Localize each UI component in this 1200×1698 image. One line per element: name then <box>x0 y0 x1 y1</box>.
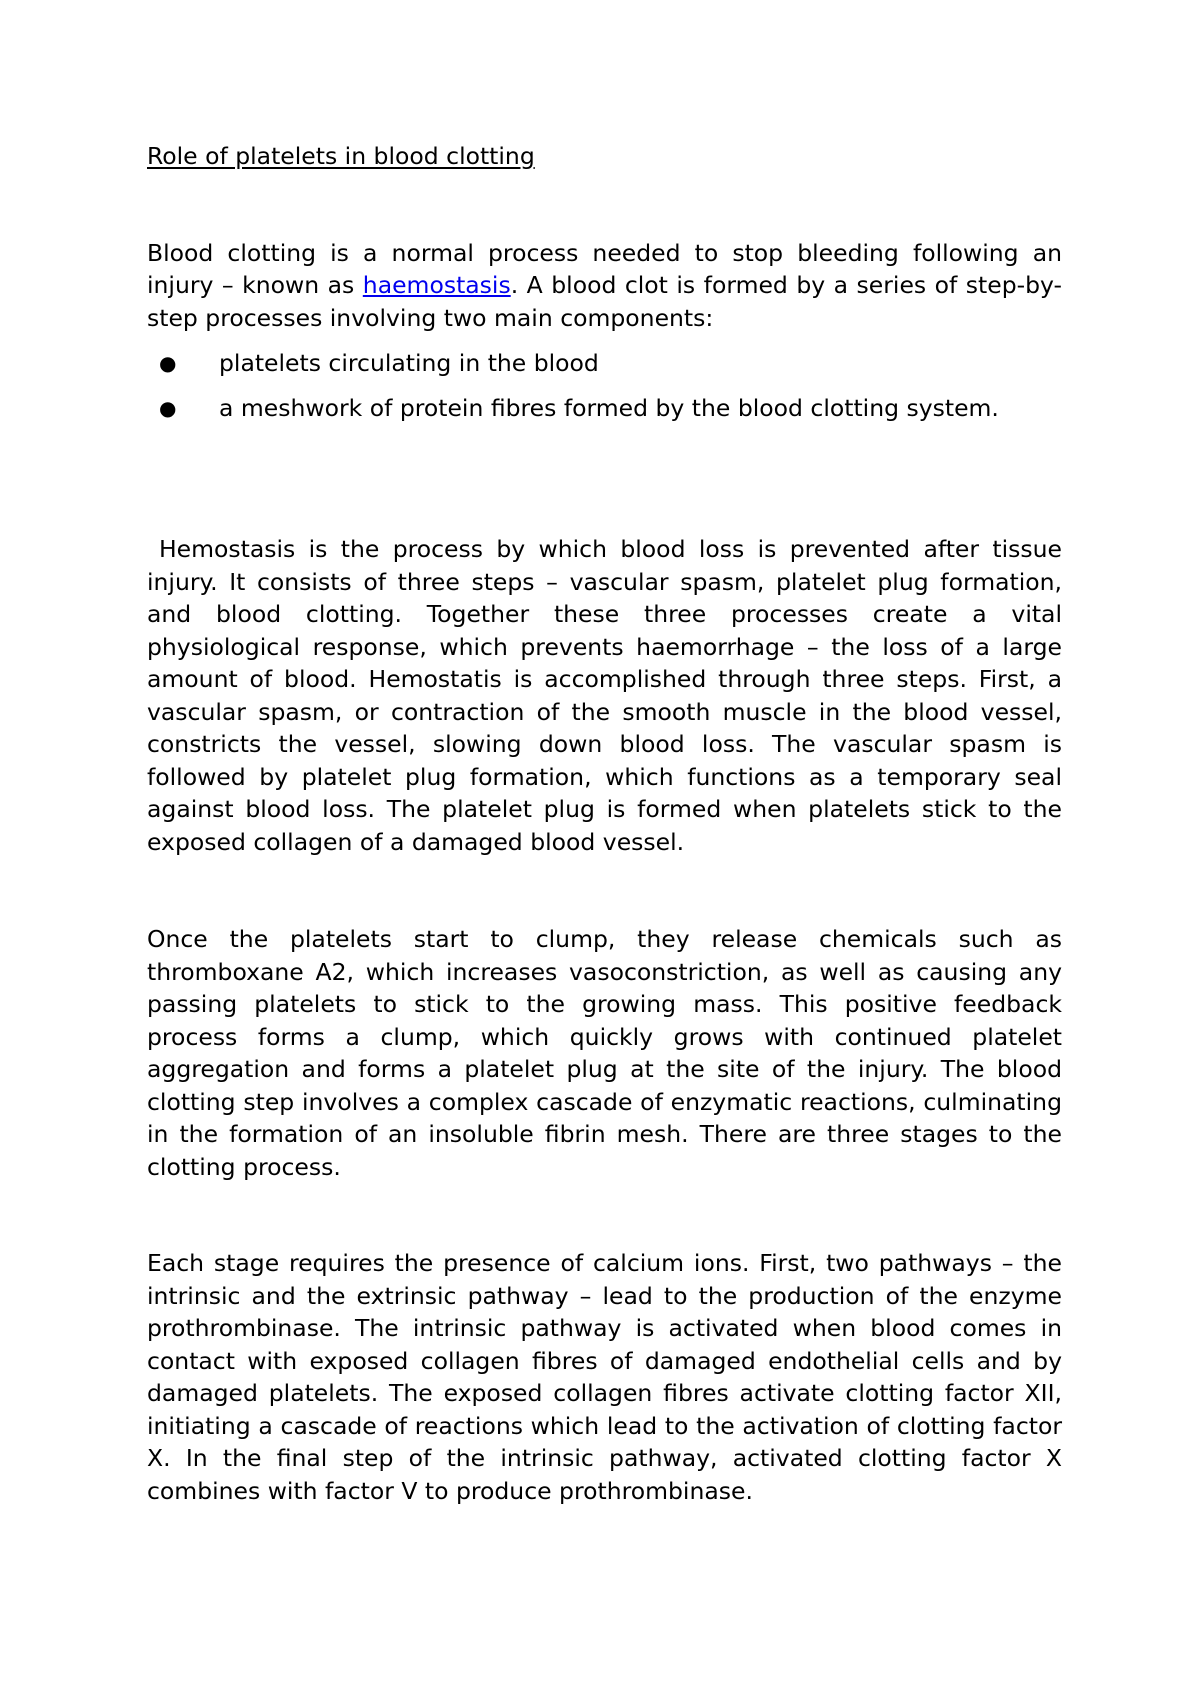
list-item-text: a meshwork of protein fibres formed by the blood clotting system. <box>219 393 999 422</box>
haemostasis-link[interactable]: haemostasis <box>362 271 511 299</box>
list-item <box>147 392 1062 425</box>
intro-paragraph <box>147 237 1062 335</box>
bullet-icon: ● <box>159 351 177 375</box>
list-item <box>147 347 1062 380</box>
intro-text-start: Blood clotting is a normal process needed to stop bleeding following an injury – known as <box>147 238 1062 299</box>
list-item-text: platelets circulating in the blood <box>219 349 599 377</box>
intro-text-end: . A blood clot is formed by a series of step-by-step processes involving two main components: <box>147 271 1062 332</box>
bullet-icon: ● <box>159 395 177 420</box>
components-list <box>147 347 1062 424</box>
document-body <box>147 140 1062 1507</box>
clotting-stages-paragraph: Each stage requires the presence of calcium ions. First, two pathways – the intrinsic and the extrinsic pathway – lead to the production of the enzyme prothrombinase. The intrinsic pathway is activated when blood comes in contact with exposed collagen fibres of damaged endothelial cells and by damaged platelets. The exposed collagen fibres activate clotting factor XII, initiating a cascade of reactions which lead to the activation of clotting factor X. In the final step of the intrinsic pathway, activated clotting factor X combines with factor V to produce prothrombinase. <box>147 1249 1062 1505</box>
hemostasis-paragraph-text: Hemostasis is the process by which blood loss is prevented after tissue injury. It consists of three steps – vascular spasm, platelet plug formation, and blood clotting. Together these three processes create a vital physiological response, which prevents haemorrhage – the loss of a large amount of blood. Hemostatis is accomplished through three steps. First, a vascular spasm, or contraction of the smooth muscle in the blood vessel, constricts the vessel, slowing down blood loss. The vascular spasm is followed by platelet plug formation, which functions as a temporary seal against blood loss. The platelet plug is formed when platelets stick to the exposed collagen of a damaged blood vessel. <box>147 535 1062 856</box>
platelet-clump-paragraph: Once the platelets start to clump, they release chemicals such as thromboxane A2, which increases vasoconstriction, as well as causing any passing platelets to stick to the growing mass. This positive feedback process forms a clump, which quickly grows with continued platelet aggregation and forms a platelet plug at the site of the injury. The blood clotting step involves a complex cascade of enzymatic reactions, culminating in the formation of an insoluble fibrin mesh. There are three stages to the clotting process. <box>147 925 1062 1181</box>
hemostasis-paragraph <box>147 533 1062 858</box>
document-title: Role of platelets in blood clotting <box>147 142 535 170</box>
